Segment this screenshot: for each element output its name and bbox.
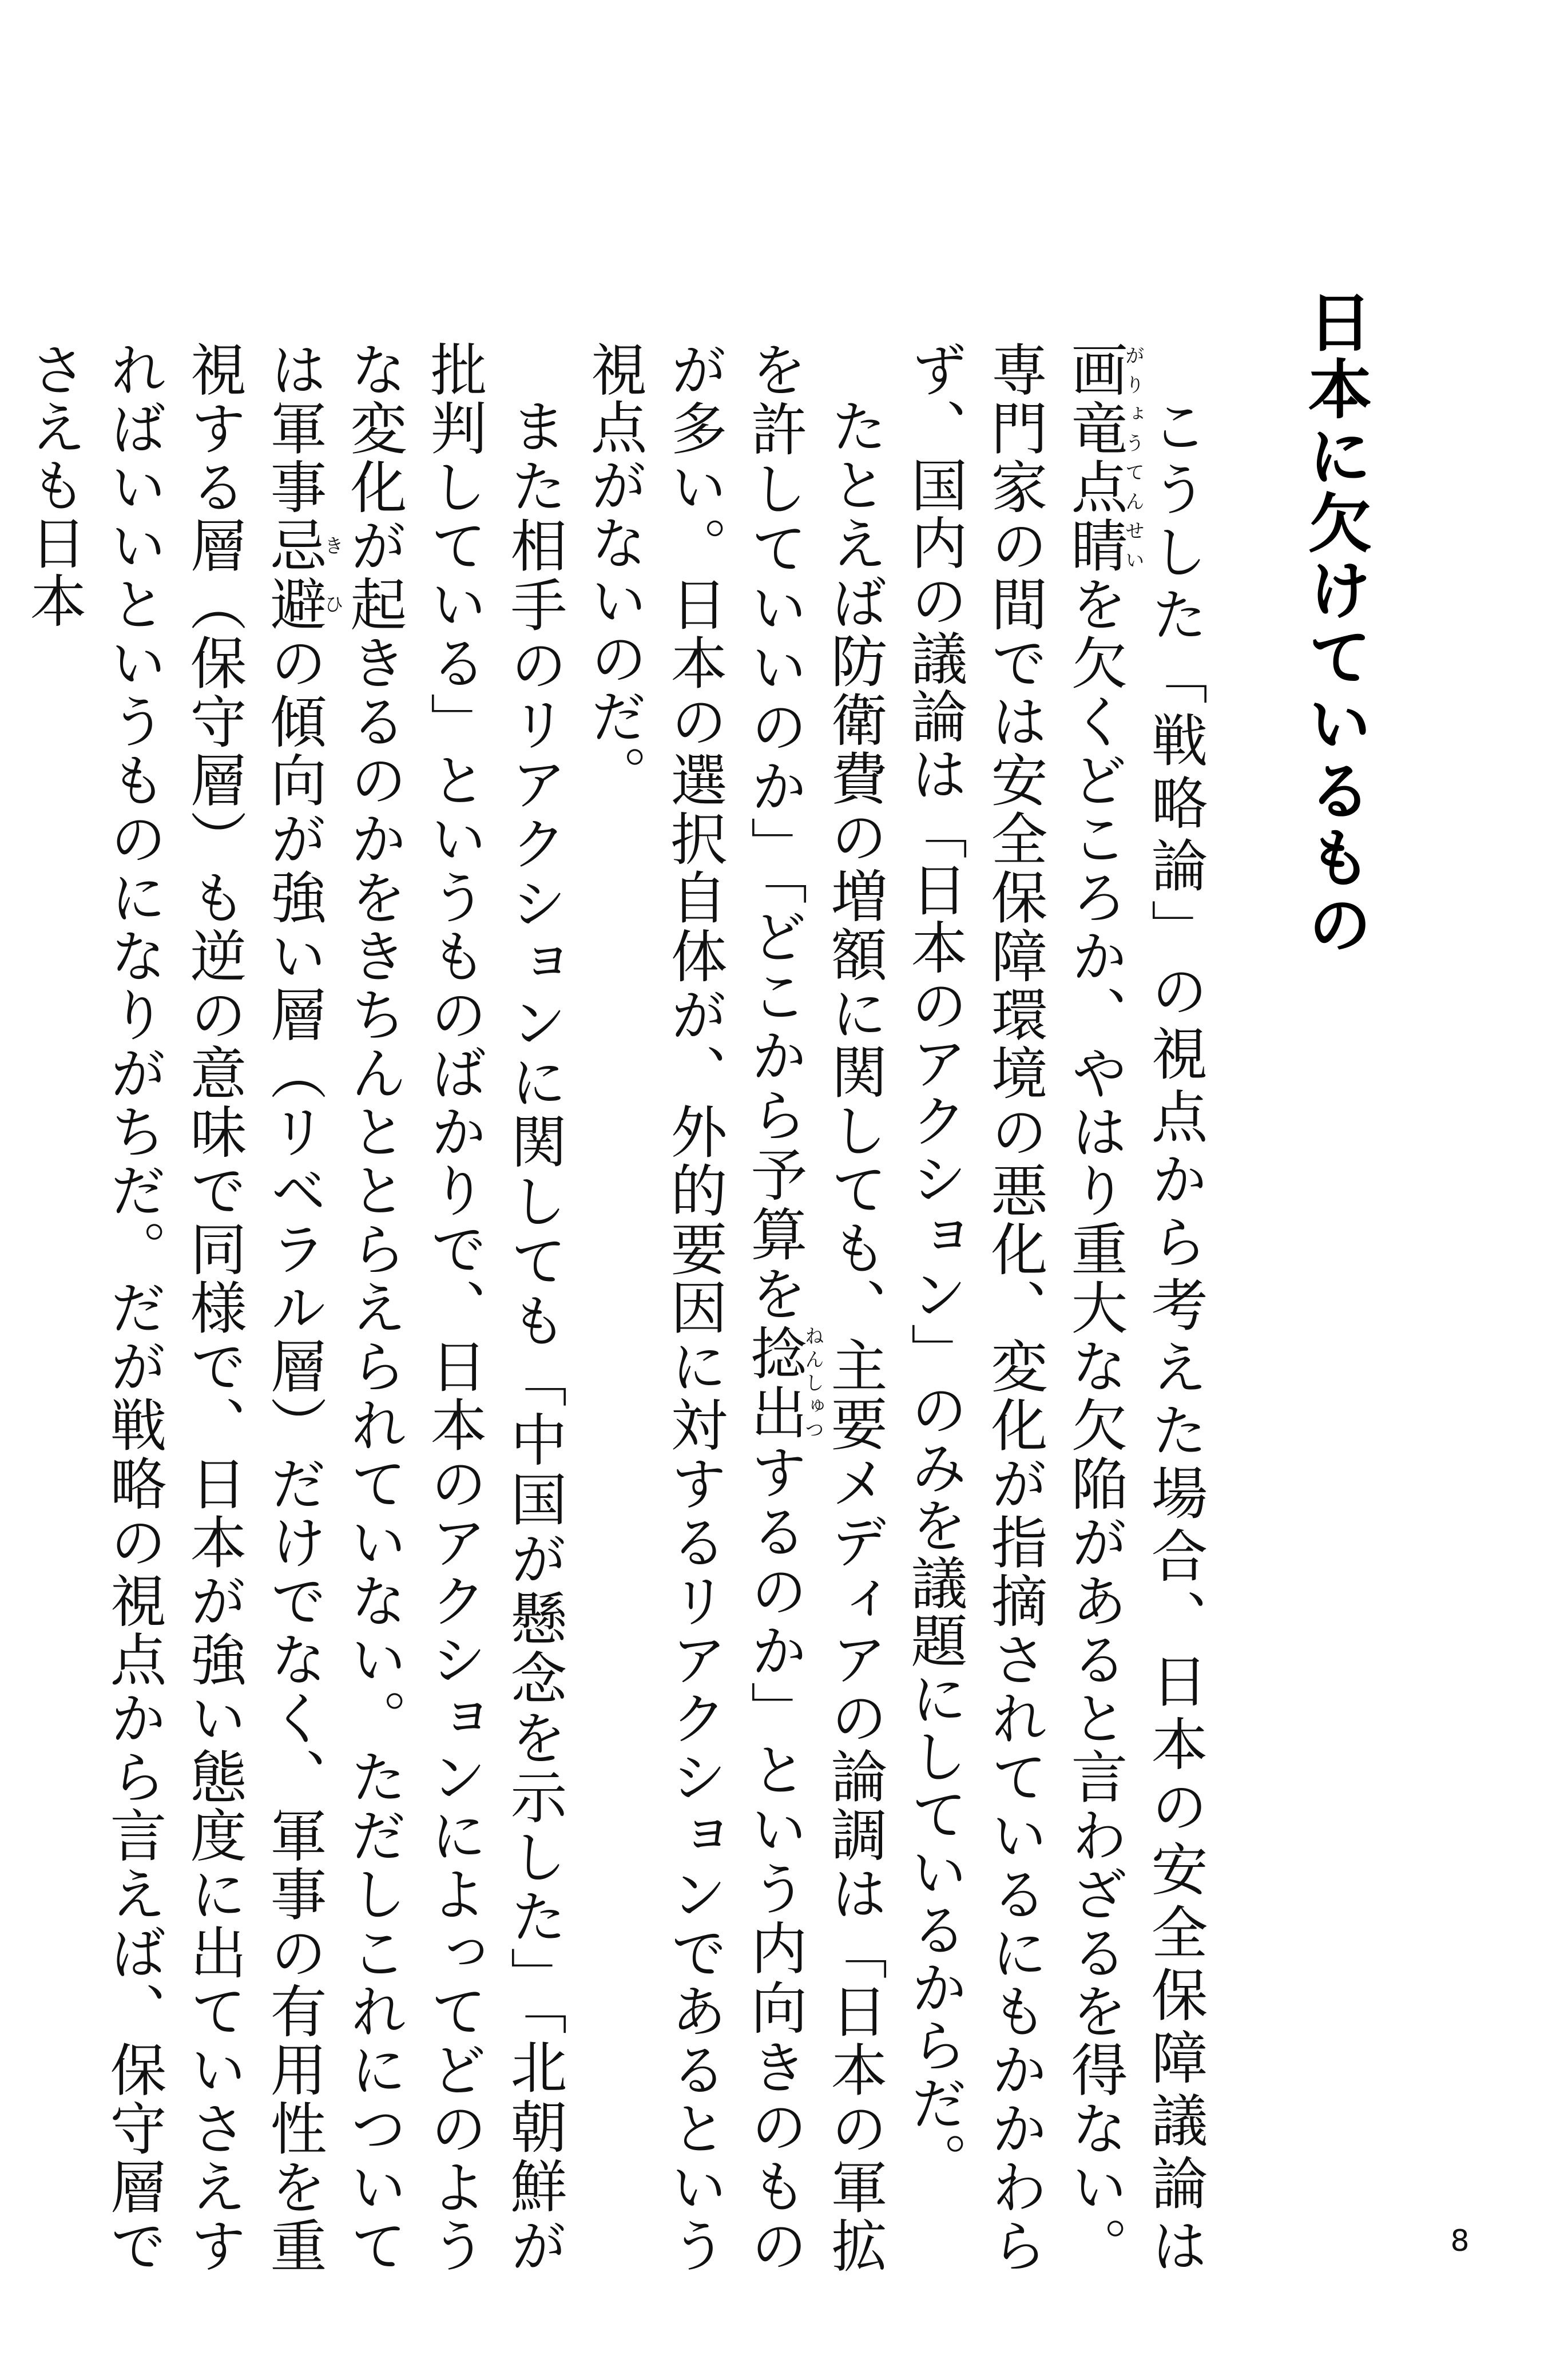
- body-text: [21, 340, 1214, 2275]
- paragraph-3: [13, 340, 574, 2274]
- paragraph-2: [574, 340, 894, 2274]
- text-segment: を欠くどころか、やはり重大な欠陥があると言わざるを得ない。専門家の間では安全保障環境の悪化、変化が指摘されているにもかかわらず、国内の議論は「日本のアクション」のみを議題にしているからだ。: [902, 340, 1128, 2274]
- section-heading: 日本に欠けているもの: [1297, 289, 1372, 958]
- ruby-word: [741, 1323, 824, 1443]
- ruby-reading: ねんしゅつ: [801, 1323, 824, 1441]
- text-segment: たとえば防衛費の増額に関しても、主要メディアの論調は「日本の軍拡を許していいのか」「どこから予算を: [741, 340, 887, 2275]
- ruby-word: [1062, 340, 1145, 575]
- ruby-base: 画竜点睛: [1062, 340, 1128, 575]
- ruby-base: 捻出: [741, 1323, 807, 1443]
- ruby-word: [261, 516, 344, 634]
- paragraph-1: [894, 340, 1214, 2274]
- ruby-reading: がりょうてんせい: [1121, 340, 1145, 574]
- page-number: 8: [1450, 2224, 1470, 2258]
- ruby-reading: きひ: [320, 516, 344, 633]
- text-segment: また相手のリアクションに関しても「中国が懸念を示した」「北朝鮮が批判している」というものばかりで、日本のアクションによってどのような変化が起きるのかをきちんととらえられていない。ただしこれについては軍事: [261, 340, 567, 2274]
- text-segment: するのか」という内向きのものが多い。日本の選択自体が、外的要因に対するリアクションであるという視点がないのだ。: [581, 340, 807, 2274]
- text-segment: の傾向が強い層（リベラル層）だけでなく、軍事の有用性を重視する層（保守層）も逆の意味で同様で、日本が強い態度に出ていさえすればいいというものになりがちだ。だが戦略の視点から言えば、保守層でさえも日本: [21, 340, 327, 2274]
- ruby-base: 忌避: [261, 516, 327, 634]
- text-segment: こうした「戦略論」の視点から考えた場合、日本の安全保障議論は: [1142, 397, 1208, 2274]
